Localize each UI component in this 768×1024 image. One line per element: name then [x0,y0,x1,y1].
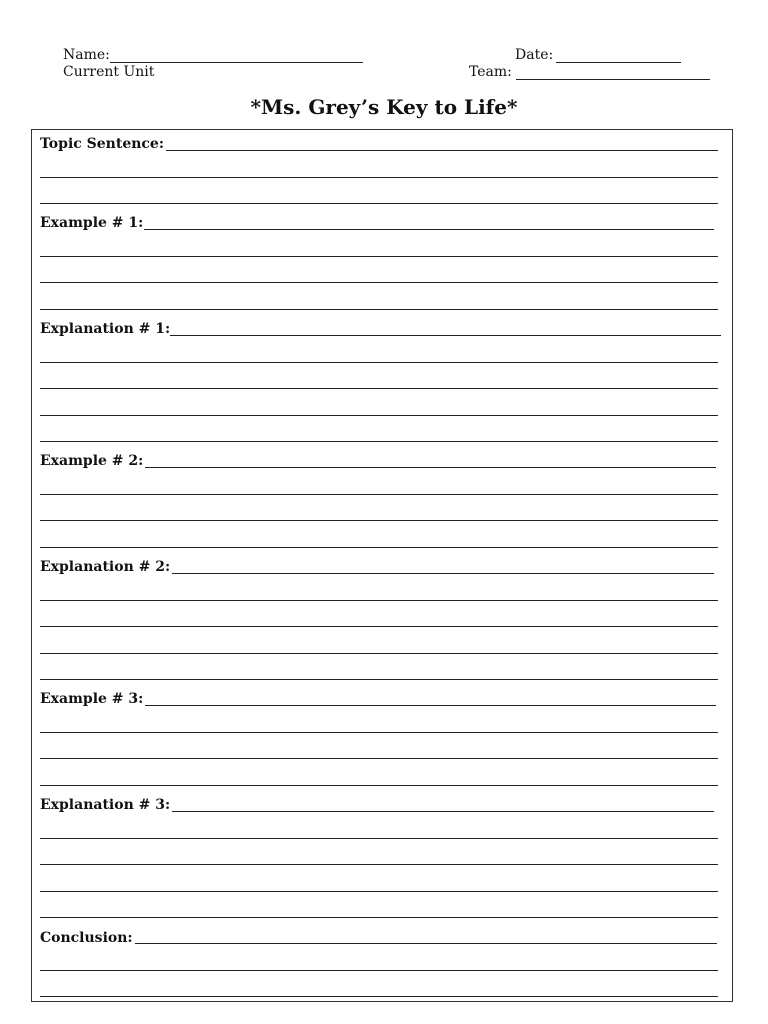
writing-line[interactable] [40,653,718,654]
writing-line[interactable] [145,705,716,706]
writing-line[interactable] [40,891,718,892]
writing-line[interactable] [40,362,718,363]
writing-line[interactable] [40,309,718,310]
writing-line[interactable] [135,943,717,944]
date-label: Date: [515,47,554,63]
writing-line[interactable] [40,256,718,257]
writing-line[interactable] [144,229,714,230]
example-2-label: Example # 2: [40,453,144,469]
name-label: Name: [63,47,110,63]
writing-line[interactable] [40,864,718,865]
writing-line[interactable] [40,970,718,971]
explanation-3-label: Explanation # 3: [40,797,171,813]
writing-line[interactable] [40,732,718,733]
writing-line[interactable] [40,177,718,178]
name-field[interactable] [110,62,363,63]
writing-line[interactable] [40,388,718,389]
writing-line[interactable] [40,917,718,918]
writing-line[interactable] [40,758,718,759]
writing-line[interactable] [40,679,718,680]
writing-line[interactable] [40,547,718,548]
writing-line[interactable] [172,573,714,574]
writing-line[interactable] [40,785,718,786]
page-title: *Ms. Grey’s Key to Life* [250,95,518,119]
writing-line[interactable] [40,520,718,521]
writing-line[interactable] [40,203,718,204]
team-field[interactable] [516,79,710,80]
explanation-1-label: Explanation # 1: [40,321,171,337]
writing-line[interactable] [40,626,718,627]
writing-line[interactable] [40,415,718,416]
current-unit-label: Current Unit [63,64,155,80]
writing-line[interactable] [172,811,714,812]
writing-line[interactable] [145,467,716,468]
date-field[interactable] [556,62,681,63]
writing-line[interactable] [40,282,718,283]
writing-line[interactable] [40,996,718,997]
topic-sentence-label: Topic Sentence: [40,136,165,152]
example-3-label: Example # 3: [40,691,144,707]
explanation-2-label: Explanation # 2: [40,559,171,575]
conclusion-label: Conclusion: [40,930,133,946]
writing-line[interactable] [40,600,718,601]
writing-line[interactable] [40,494,718,495]
writing-line[interactable] [170,335,721,336]
writing-line[interactable] [166,150,718,151]
writing-line[interactable] [40,441,718,442]
team-label: Team: [469,64,512,80]
example-1-label: Example # 1: [40,215,144,231]
writing-line[interactable] [40,838,718,839]
